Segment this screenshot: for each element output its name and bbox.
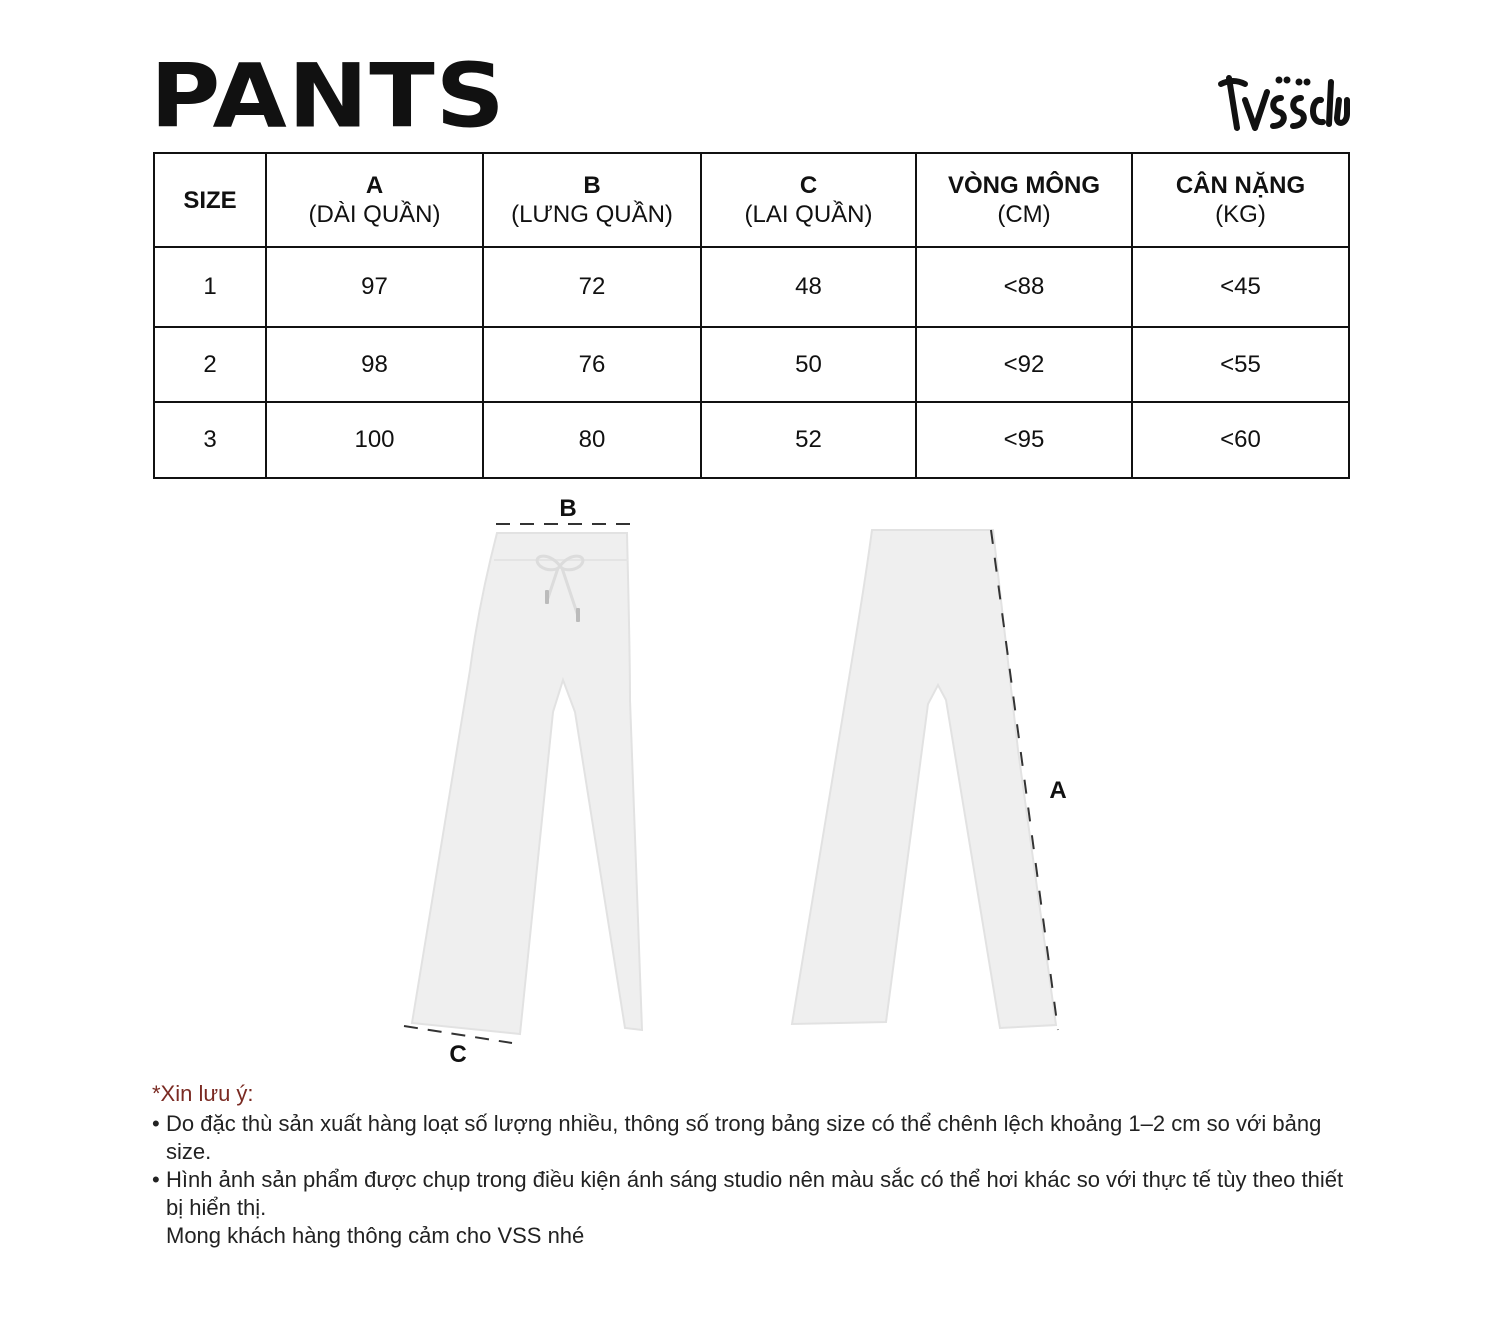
page-title: PANTS: [150, 44, 506, 148]
table-row: [154, 402, 1349, 478]
header-b: B (LƯNG QUẦN): [483, 153, 701, 247]
cell-weight: <60: [1132, 402, 1349, 478]
notes-closing: Mong khách hàng thông cảm cho VSS nhé: [166, 1223, 585, 1248]
brand-logo: [1215, 70, 1350, 138]
notes-section: [152, 1080, 1352, 1250]
header-hip: VÒNG MÔNG (CM): [916, 153, 1132, 247]
table-header-row: [154, 153, 1349, 247]
cell-size: 2: [154, 327, 266, 402]
cell-a: 100: [266, 402, 483, 478]
cell-b: 80: [483, 402, 701, 478]
cell-size: 1: [154, 247, 266, 327]
cell-hip: <95: [916, 402, 1132, 478]
header-size: SIZE: [154, 153, 266, 247]
note-item: [152, 1166, 1352, 1222]
cell-c: 52: [701, 402, 916, 478]
cell-weight: <45: [1132, 247, 1349, 327]
header-c: C (LAI QUẦN): [701, 153, 916, 247]
cell-c: 48: [701, 247, 916, 327]
note-text: Hình ảnh sản phẩm được chụp trong điều kiện ánh sáng studio nên màu sắc có thể hơi khác so với thực tế tùy theo thiết bị hiển thị.: [166, 1167, 1344, 1220]
table-row: [154, 327, 1349, 402]
pants-back-illustration: [792, 530, 1056, 1028]
header-weight: CÂN NẶNG (KG): [1132, 153, 1349, 247]
cell-hip: <92: [916, 327, 1132, 402]
cell-weight: <55: [1132, 327, 1349, 402]
cell-b: 72: [483, 247, 701, 327]
measure-c-label: C: [449, 1041, 467, 1068]
pants-front-illustration: [412, 533, 642, 1034]
bullet-mark: •: [152, 1167, 160, 1192]
cell-size: 3: [154, 402, 266, 478]
table-row: [154, 247, 1349, 327]
note-item: [152, 1110, 1352, 1166]
bullet-mark: •: [152, 1111, 160, 1136]
measure-a-label: A: [1049, 777, 1067, 804]
notes-heading: *Xin lưu ý:: [152, 1081, 254, 1106]
cell-a: 97: [266, 247, 483, 327]
cell-a: 98: [266, 327, 483, 402]
note-text: Do đặc thù sản xuất hàng loạt số lượng nhiều, thông số trong bảng size có thể chênh lệch khoảng 1–2 cm so với bảng size.: [166, 1111, 1322, 1164]
measure-b-label: B: [559, 495, 577, 522]
header-a: A (DÀI QUẦN): [266, 153, 483, 247]
size-table: [153, 152, 1350, 479]
cell-b: 76: [483, 327, 701, 402]
measurement-diagram: [0, 490, 1505, 1080]
cell-c: 50: [701, 327, 916, 402]
cell-hip: <88: [916, 247, 1132, 327]
